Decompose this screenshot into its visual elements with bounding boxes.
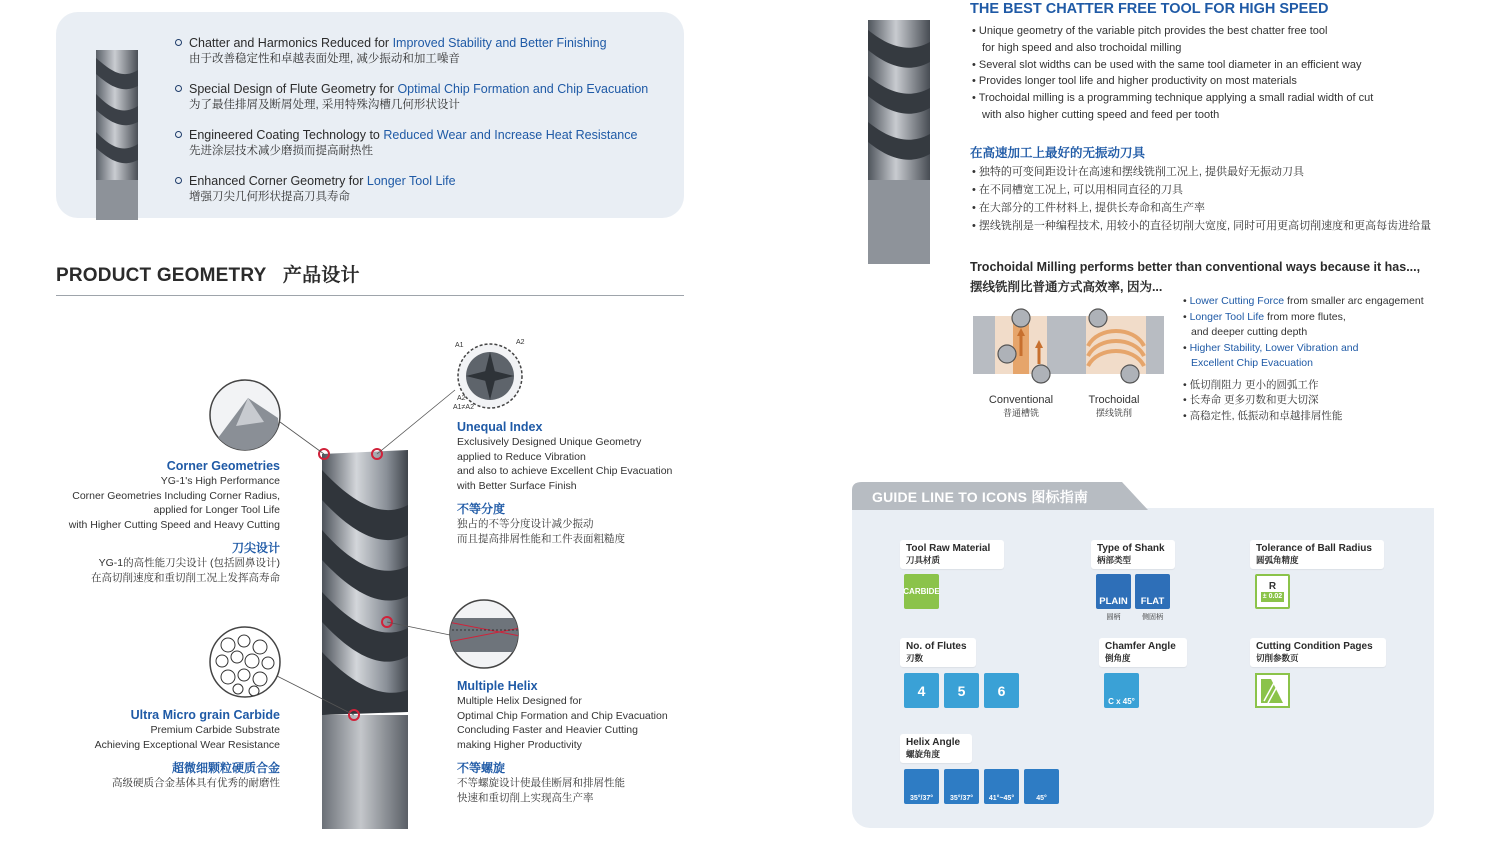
unequal-line: with Better Surface Finish [457, 479, 577, 492]
unequal-line: and also to achieve Excellent Chip Evacuation [457, 465, 673, 477]
icon-label-ball-radius [1250, 540, 1384, 569]
corner-line-cn: 在高切削速度和重切削工况上发挥高寿命 [91, 571, 280, 584]
unequal-line: applied to Reduce Vibration [457, 450, 586, 463]
list-item: with also higher cutting speed and feed per tooth [982, 108, 1220, 121]
carbide-title: Ultra Micro grain Carbide [130, 708, 280, 722]
diagram-label-formula: A1≠A2 [453, 404, 474, 411]
icon-label-tool-raw [900, 540, 1004, 569]
trochoidal-title [970, 257, 1420, 297]
page-title: PRODUCT GEOMETRY 产品设计 [56, 265, 360, 286]
label-cn: 切削参数页 [1256, 653, 1299, 663]
chatter-free-title-cn: 在高速加工上最好的无振动刀具 [970, 146, 1146, 160]
helix-line-cn: 不等螺旋设计使最佳断屑和排屑性能 [457, 777, 625, 789]
conventional-milling-diagram [973, 306, 1069, 392]
flute-5-icon [944, 673, 979, 708]
trochoidal-title-cn: 摆线铣削比普通方式高效率, 因为... [970, 280, 1163, 294]
chatter-free-title: THE BEST CHATTER FREE TOOL FOR HIGH SPEED [970, 1, 1329, 17]
trochoidal-label: Trochoidal [1088, 394, 1140, 406]
flute-6-icon [984, 673, 1019, 708]
plain-label: PLAIN [1099, 596, 1128, 607]
label-en: Helix Angle [906, 737, 961, 748]
icon-label-cutting [1250, 638, 1386, 667]
chatter-free-list-cn [972, 163, 1462, 235]
label-cn: 柄部类型 [1097, 555, 1132, 565]
corner-geometry-title-cn: 刀尖设计 [231, 541, 280, 555]
label-en: No. of Flutes [906, 641, 967, 652]
icon-label-helix [900, 734, 972, 763]
list-item: • Lower Cutting Force from smaller arc engagement [1183, 295, 1424, 307]
unequal-index-title: Unequal Index [457, 420, 543, 434]
helix-line: Optimal Chip Formation and Chip Evacuation [457, 709, 668, 722]
end-mill-right-image [868, 20, 930, 264]
helix-value: 41°~45° [988, 795, 1015, 802]
label-cn: 圆弧角精度 [1256, 555, 1299, 565]
corner-line: with Higher Cutting Speed and Heavy Cutting [68, 518, 280, 531]
conventional-label: Conventional [988, 394, 1054, 406]
feature-en: Special Design of Flute Geometry for Optimal Chip Formation and Chip Evacuation [189, 82, 649, 96]
multiple-helix-icon [448, 598, 520, 670]
label-en: Tool Raw Material [906, 543, 991, 554]
bullet-icon [175, 85, 182, 92]
corner-line-cn: YG-1的高性能刀尖设计 (包括圆鼻设计) [98, 557, 280, 569]
list-item: • 高稳定性, 低振动和卓越排屑性能 [1183, 409, 1343, 422]
guide-title: GUIDE LINE TO ICONS 图标指南 [872, 489, 1089, 505]
list-item: for high speed and also trochoidal milling [982, 41, 1182, 54]
icon-label-flutes [900, 638, 976, 667]
list-item: • 低切削阻力 更小的圆弧工作 [1183, 378, 1319, 391]
flat-shank-icon [1135, 574, 1170, 609]
feature-item [175, 127, 680, 160]
helix-line: making Higher Productivity [457, 738, 582, 751]
helix-line-cn: 快速和重切削上实现高生产率 [457, 791, 594, 804]
corner-line: applied for Longer Tool Life [153, 504, 280, 516]
label-en: Chamfer Angle [1105, 641, 1176, 652]
multiple-helix-title: Multiple Helix [457, 679, 538, 693]
helix-line: Multiple Helix Designed for [457, 695, 582, 707]
multiple-helix-title-cn: 不等螺旋 [457, 761, 506, 775]
divider [56, 295, 684, 296]
bullet-icon [175, 177, 182, 184]
list-item: • 在大部分的工件材料上, 提供长寿命和高生产率 [972, 202, 1206, 214]
trochoidal-milling-diagram [1068, 306, 1164, 392]
label-en: Type of Shank [1097, 543, 1165, 554]
carbide-line-cn: 高级硬质合金基体具有优秀的耐磨性 [112, 777, 280, 789]
chamfer-icon [1104, 673, 1139, 708]
unequal-line: Exclusively Designed Unique Geometry [457, 436, 642, 448]
feature-cn: 由于改善稳定性和卓越表面处理, 减少振动和加工噪音 [189, 53, 460, 65]
chatter-free-list [972, 23, 1452, 124]
helix-value: 35°/37° [949, 795, 974, 802]
helix-value: 35°/37° [909, 795, 934, 802]
label-cn: 倒角度 [1105, 653, 1131, 663]
helix-angle-icon [904, 769, 939, 804]
flute-count: 6 [997, 682, 1006, 699]
trochoidal-title-en: Trochoidal Milling performs better than conventional ways because it has..., [970, 260, 1421, 274]
flute-4-icon [904, 673, 939, 708]
label-en: Cutting Condition Pages [1256, 641, 1373, 652]
feature-item [175, 173, 680, 206]
unequal-index-block [457, 419, 687, 546]
list-item: • Unique geometry of the variable pitch provides the best chatter free tool [972, 25, 1328, 37]
label-cn: 刃数 [906, 653, 924, 663]
chamfer-value: C x 45° [1108, 697, 1135, 706]
flat-label: FLAT [1140, 596, 1165, 607]
unequal-index-title-cn: 不等分度 [457, 502, 506, 516]
ball-radius-r: R [1268, 581, 1277, 592]
list-item: • Higher Stability, Lower Vibration and [1183, 341, 1359, 354]
ball-radius-tolerance: ± 0.02 [1262, 593, 1283, 600]
helix-angle-icon [1024, 769, 1059, 804]
bullet-icon [175, 131, 182, 138]
list-item: • 摆线铣削是一种编程技术, 用较小的直径切削大宽度, 同时可用更高切削速度和更高每齿进给量 [972, 220, 1432, 232]
trochoidal-label-cn: 摆线铣削 [1095, 408, 1132, 418]
bullet-icon [175, 39, 182, 46]
carbide-icon [904, 574, 939, 609]
carbide-line: Achieving Exceptional Wear Resistance [94, 738, 280, 751]
flat-shank-caption: 侧固柄 [1142, 614, 1163, 621]
carbide-block [40, 707, 280, 791]
list-item: • 长寿命 更多刃数和更大切深 [1183, 394, 1319, 406]
list-item: • Longer Tool Life from more flutes, [1183, 310, 1346, 323]
list-item: and deeper cutting depth [1191, 326, 1308, 338]
plain-shank-caption: 圆柄 [1106, 614, 1121, 621]
feature-cn: 先进涂层技术减少磨损而提高耐热性 [189, 145, 373, 157]
feature-cn: 为了最佳排屑及断屑处理, 采用特殊沟槽几何形状设计 [189, 99, 460, 111]
corner-geometry-block [40, 458, 280, 585]
unequal-line-cn: 而且提高排屑性能和工件表面粗糙度 [457, 532, 625, 545]
icon-label-shank [1091, 540, 1175, 569]
feature-item [175, 81, 680, 114]
flute-count: 5 [957, 682, 966, 699]
cutting-condition-icon [1255, 673, 1290, 708]
helix-angle-icon [944, 769, 979, 804]
corner-line: YG-1's High Performance [160, 475, 280, 487]
feature-en: Chatter and Harmonics Reduced for Improved Stability and Better Finishing [189, 36, 607, 50]
list-item: • Trochoidal milling is a programming technique applying a small radial width of cut [972, 92, 1374, 105]
conventional-caption [973, 393, 1069, 420]
flute-count: 4 [917, 682, 926, 699]
list-item: • 独特的可变间距设计在高速和摆线铣削工况上, 提供最好无振动刀具 [972, 166, 1305, 178]
list-item: • 在不同槽宽工况上, 可以用相同直径的刀具 [972, 184, 1184, 196]
diagram-label-a2: A2 [516, 339, 525, 346]
plain-shank-icon [1096, 574, 1131, 609]
unequal-line-cn: 独占的不等分度设计减少振动 [457, 518, 594, 530]
feature-cn: 增强刀尖几何形状提高刀具寿命 [189, 191, 350, 203]
end-mill-small-image [92, 50, 142, 220]
helix-line: Concluding Faster and Heavier Cutting [457, 724, 638, 736]
label-cn: 刀具材质 [906, 555, 941, 565]
list-item: Excellent Chip Evacuation [1191, 357, 1313, 369]
feature-en: Enhanced Corner Geometry for Longer Tool Life [189, 174, 456, 188]
label-en: Tolerance of Ball Radius [1256, 543, 1372, 554]
trochoidal-caption [1066, 393, 1162, 420]
carbide-grain-icon [208, 625, 282, 699]
diagram-label-a1: A1 [455, 342, 464, 349]
label-cn: 螺旋角度 [906, 749, 941, 759]
list-item: • Several slot widths can be used with the same tool diameter in an efficient way [972, 58, 1362, 71]
list-item: • Provides longer tool life and higher productivity on most materials [972, 75, 1297, 88]
corner-line: Corner Geometries Including Corner Radius, [72, 489, 280, 502]
diagram-label-a2: A2 [457, 395, 466, 402]
carbide-title-cn: 超微细颗粒硬质合金 [171, 761, 280, 775]
carbide-label: CARBIDE [903, 587, 940, 596]
corner-detail-icon [208, 378, 282, 452]
feature-item [175, 35, 680, 68]
ball-radius-icon [1255, 574, 1290, 609]
trochoidal-advantages [1183, 294, 1443, 424]
feature-en: Engineered Coating Technology to Reduced Wear and Increase Heat Resistance [189, 128, 638, 142]
carbide-line: Premium Carbide Substrate [150, 724, 280, 736]
conventional-label-cn: 普通槽铣 [1002, 408, 1039, 418]
corner-geometry-title: Corner Geometries [166, 459, 280, 473]
helix-angle-icon [984, 769, 1019, 804]
feature-list [175, 35, 680, 219]
multiple-helix-block [457, 678, 687, 805]
helix-value: 45° [1036, 795, 1047, 802]
icon-label-chamfer [1099, 638, 1187, 667]
